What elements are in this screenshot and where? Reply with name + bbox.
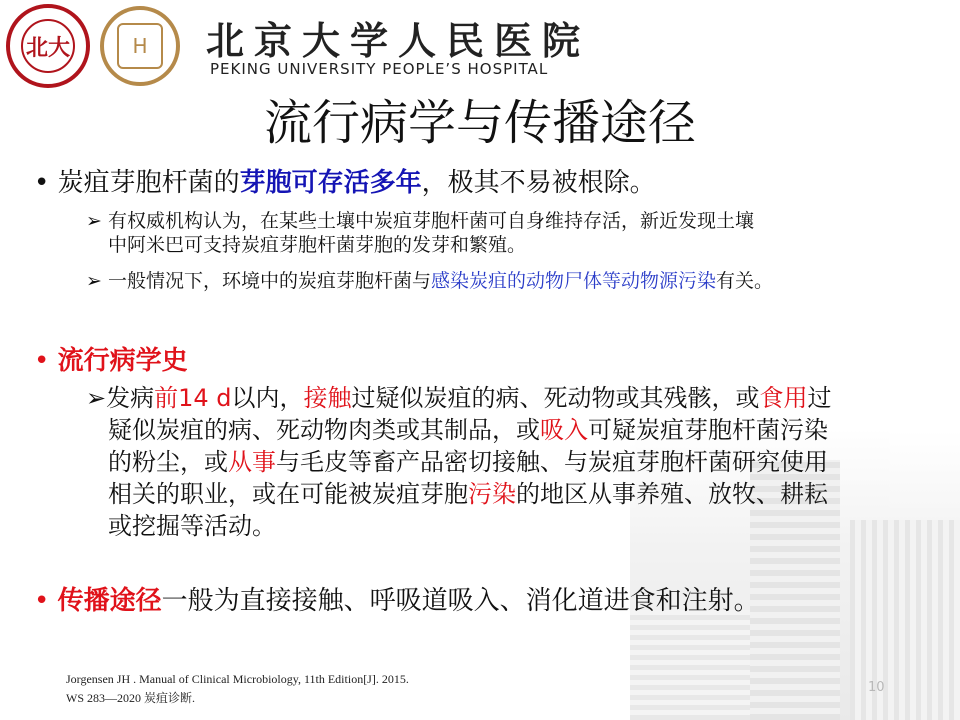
sub-bullet-2-text: 一般情况下，环境中的炭疽芽胞杆菌与 bbox=[107, 270, 431, 292]
text: 相关的职业，或在可能被炭疽芽胞 bbox=[108, 480, 468, 508]
hospital-name-chinese: 北京大学人民医院 bbox=[206, 18, 591, 63]
text: 过 bbox=[807, 384, 832, 412]
emphasis: 污染 bbox=[468, 480, 516, 508]
emphasis: 吸入 bbox=[540, 416, 588, 444]
emphasis: 接触 bbox=[303, 384, 352, 412]
bullet-1-text-end: ，极其不易被根除。 bbox=[421, 168, 656, 198]
bullet-dot: • bbox=[34, 586, 50, 616]
bullet-1 bbox=[34, 162, 656, 199]
text: 发病 bbox=[106, 384, 155, 412]
text: 的粉尘，或 bbox=[108, 448, 228, 476]
slide-title: 流行病学与传播途径 bbox=[263, 95, 696, 151]
bullet-3 bbox=[34, 580, 760, 617]
page-number: 10 bbox=[868, 680, 885, 695]
history-line-3 bbox=[108, 442, 828, 477]
university-emblem-icon: 北大 bbox=[21, 19, 75, 73]
emphasis: 从事 bbox=[228, 448, 276, 476]
reference-1: Jorgensen JH . Manual of Clinical Microbiology, 11th Edition[J]. 2015. bbox=[66, 672, 409, 686]
arrow-marker-icon: ➢ bbox=[86, 210, 102, 232]
history-line-1 bbox=[86, 378, 832, 413]
epidemiology-heading: 流行病学史 bbox=[57, 346, 188, 376]
sub-bullet-2 bbox=[86, 266, 773, 293]
peking-university-logo bbox=[6, 4, 90, 88]
transmission-heading: 传播途径 bbox=[57, 586, 162, 616]
hospital-emblem-icon: H bbox=[117, 23, 163, 69]
history-line-2 bbox=[108, 410, 828, 445]
arrow-marker-icon: ➢ bbox=[86, 270, 102, 292]
sub-bullet-2-text-end: 有关。 bbox=[716, 270, 774, 292]
bullet-1-text: 炭疽芽胞杆菌的 bbox=[57, 168, 240, 198]
text: 可疑炭疽芽胞杆菌污染 bbox=[588, 416, 828, 444]
text: 的地区从事养殖、放牧、耕耘 bbox=[516, 480, 828, 508]
sub-bullet-1-line-1: 有权威机构认为，在某些土壤中炭疽芽胞杆菌可自身维持存活，新近发现土壤 bbox=[107, 210, 754, 232]
hospital-name-english: PEKING UNIVERSITY PEOPLE’S HOSPITAL bbox=[210, 60, 549, 78]
history-line-5: 或挖掘等活动。 bbox=[108, 512, 276, 540]
bullet-2 bbox=[34, 340, 188, 377]
sub-bullet-2-emphasis: 感染炭疽的动物尸体等动物源污染 bbox=[430, 270, 716, 292]
building-tower-2 bbox=[850, 520, 960, 720]
peoples-hospital-logo bbox=[100, 6, 180, 86]
sub-bullet-1 bbox=[86, 206, 754, 233]
reference-2: WS 283—2020 炭疽诊断. bbox=[66, 691, 196, 705]
sub-bullet-1-line-2: 中阿米巴可支持炭疽芽胞杆菌芽胞的发芽和繁殖。 bbox=[108, 234, 527, 256]
bullet-dot: • bbox=[34, 168, 50, 198]
emphasis: 食用 bbox=[759, 384, 808, 412]
emphasis: 前14 d bbox=[154, 384, 232, 412]
bullet-1-emphasis: 芽胞可存活多年 bbox=[239, 168, 422, 198]
arrow-marker-icon: ➢ bbox=[86, 384, 107, 412]
transmission-text: 一般为直接接触、呼吸道吸入、消化道进食和注射。 bbox=[161, 586, 760, 616]
bullet-dot: • bbox=[34, 346, 50, 376]
text: 与毛皮等畜产品密切接触、与炭疽芽胞杆菌研究使用 bbox=[276, 448, 828, 476]
text: 以内， bbox=[231, 384, 304, 412]
history-line-4 bbox=[108, 474, 828, 509]
text: 过疑似炭疽的病、死动物或其残骸，或 bbox=[351, 384, 760, 412]
text: 疑似炭疽的病、死动物肉类或其制品，或 bbox=[108, 416, 540, 444]
